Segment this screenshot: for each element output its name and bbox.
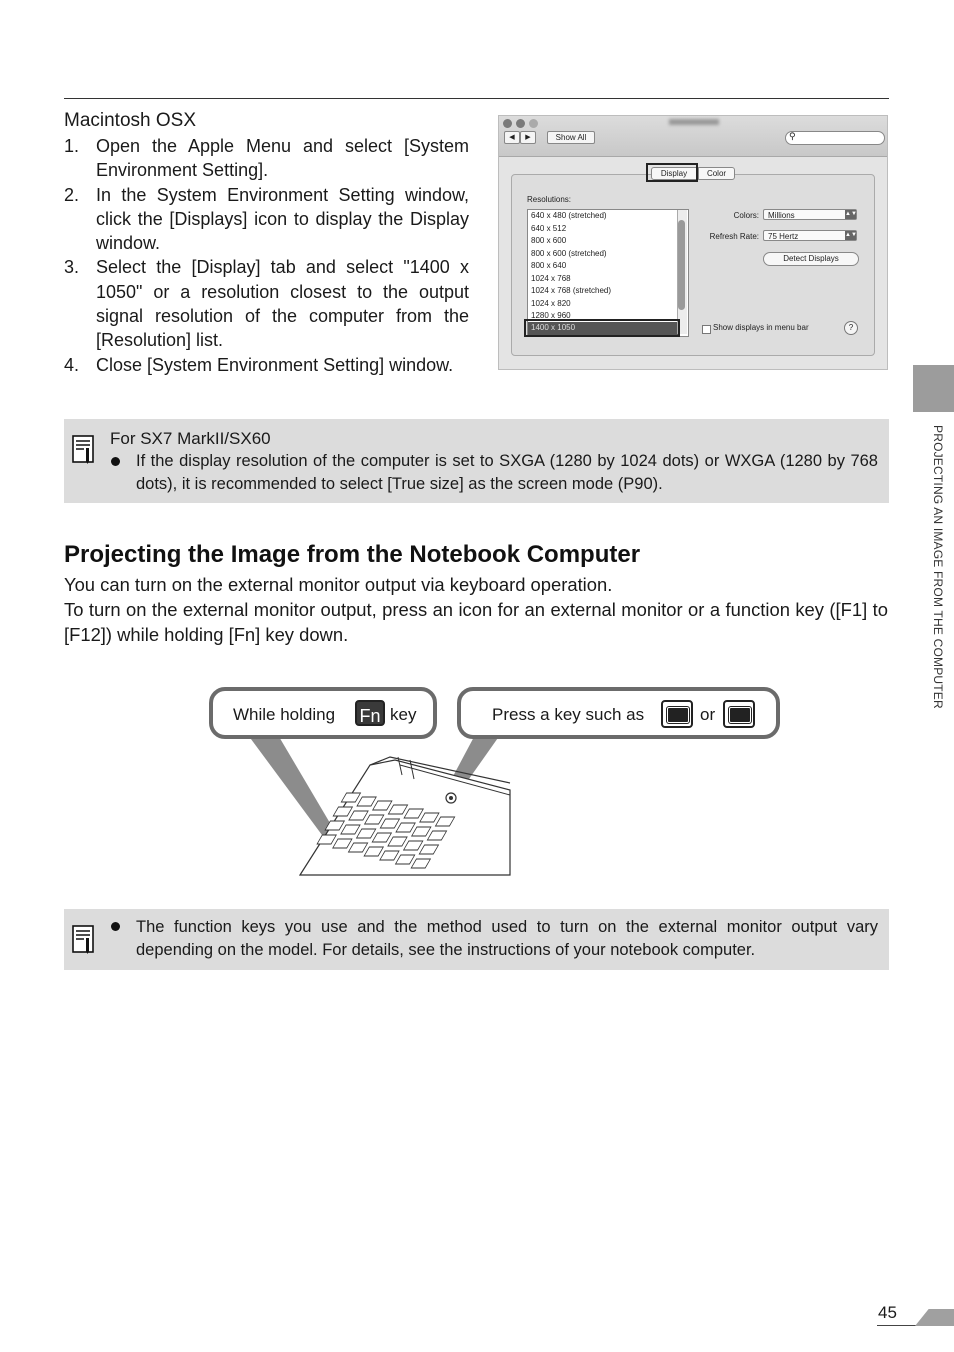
menu-bar-checkbox[interactable] <box>702 325 711 334</box>
highlight-frame <box>646 163 698 182</box>
callout-text: While holding <box>233 705 336 724</box>
refresh-select[interactable]: 75 Hertz ▲▼ <box>763 230 857 241</box>
window-title <box>669 119 719 125</box>
tab-display[interactable]: Display <box>651 167 697 180</box>
fn-key-callout <box>209 687 437 739</box>
chevron-down-icon: ▲▼ <box>845 232 857 238</box>
side-tab-block <box>913 365 954 412</box>
list-item[interactable]: 1024 x 768 <box>531 273 571 283</box>
paragraph: You can turn on the external monitor output via keyboard operation. <box>64 574 613 595</box>
chevron-down-icon: ▲▼ <box>845 211 857 217</box>
help-button[interactable]: ? <box>844 321 858 335</box>
note-text: If the display resolution of the computer is set to SXGA (1280 by 1024 dots) or WXGA (1280 by 768 dots), it is recommended to select [True size] as the screen mode (P90). <box>136 452 878 493</box>
mac-steps <box>64 134 469 377</box>
list-item[interactable]: 800 x 640 <box>531 261 567 270</box>
colors-label: Colors: <box>733 211 759 220</box>
note-heading: For SX7 MarkII/SX60 <box>110 429 271 448</box>
monitor-key-callout <box>457 687 780 739</box>
displays-screenshot <box>498 115 888 370</box>
selected-list-item[interactable]: 1400 x 1050 <box>528 322 679 335</box>
scroll-thumb[interactable] <box>678 220 685 310</box>
callout-text: key <box>390 705 417 724</box>
callout-text: Press a key such as <box>492 705 645 724</box>
resolutions-label: Resolutions: <box>527 195 572 204</box>
top-rule <box>64 98 889 99</box>
minimize-icon[interactable] <box>516 119 525 128</box>
mac-heading: Macintosh OSX <box>64 110 196 131</box>
step-item: 3. Select the [Display] tab and select "1400 x 1050" or a resolution closest to the output signal resolution of the computer from the [Resolution] list. <box>64 257 469 351</box>
search-input[interactable] <box>785 131 885 145</box>
monitor-key-icon <box>723 700 755 728</box>
step-item: 2. In the System Environment Setting window, click the [Displays] icon to display the Display window. <box>64 184 469 254</box>
bullet-icon <box>111 922 120 931</box>
paragraph: To turn on the external monitor output, press an icon for an external monitor or a function key ([F1] to [F12]) while holding [Fn] key down. <box>64 599 888 645</box>
fn-key-icon: Fn <box>355 700 385 726</box>
colors-select[interactable]: Millions ▲▼ <box>763 209 857 220</box>
menu-bar-checkbox-label: Show displays in menu bar <box>713 323 809 332</box>
list-item[interactable]: 1024 x 820 <box>531 298 571 308</box>
side-tab-label: PROJECTING AN IMAGE FROM THE COMPUTER <box>931 425 945 709</box>
list-item[interactable]: 640 x 480 (stretched) <box>531 211 607 220</box>
highlight-frame <box>524 319 680 337</box>
tab-color[interactable]: Color <box>698 167 735 180</box>
list-item[interactable]: 800 x 600 <box>531 236 567 245</box>
forward-button[interactable]: ▶ <box>520 131 536 144</box>
zoom-icon[interactable] <box>529 119 538 128</box>
note-box <box>64 909 889 970</box>
page-number: 45 <box>878 1303 897 1322</box>
memo-icon <box>72 435 94 465</box>
step-item: 4. Close [System Environment Setting] window. <box>64 354 454 375</box>
note-box <box>64 419 889 503</box>
refresh-label: Refresh Rate: <box>709 232 759 241</box>
list-item[interactable]: 640 x 512 <box>531 223 567 233</box>
resolutions-list[interactable] <box>527 209 689 337</box>
page-number-rule <box>877 1325 917 1326</box>
search-icon: ⚲ <box>789 131 796 141</box>
list-item[interactable]: 1024 x 768 (stretched) <box>531 286 612 295</box>
note-text: The function keys you use and the method used to turn on the external monitor output vary depending on the model. For details, see the instructions of your notebook computer. <box>136 918 878 959</box>
bullet-icon <box>111 457 120 466</box>
section-title: Projecting the Image from the Notebook Computer <box>64 541 641 568</box>
list-item[interactable]: 1280 x 960 <box>531 311 571 320</box>
page-corner-tab <box>915 1309 954 1326</box>
monitor-key-icon <box>661 700 693 728</box>
step-item: 1. Open the Apple Menu and select [System Environment Setting]. <box>64 136 469 181</box>
close-icon[interactable] <box>503 119 512 128</box>
back-button[interactable]: ◀ <box>504 131 520 144</box>
detect-displays-button[interactable]: Detect Displays <box>763 252 859 266</box>
list-item[interactable]: 800 x 600 (stretched) <box>531 248 607 258</box>
callout-text: or <box>700 705 716 724</box>
laptop-keyboard-illustration <box>230 735 520 880</box>
show-all-button[interactable]: Show All <box>547 131 595 144</box>
memo-icon <box>72 925 94 955</box>
